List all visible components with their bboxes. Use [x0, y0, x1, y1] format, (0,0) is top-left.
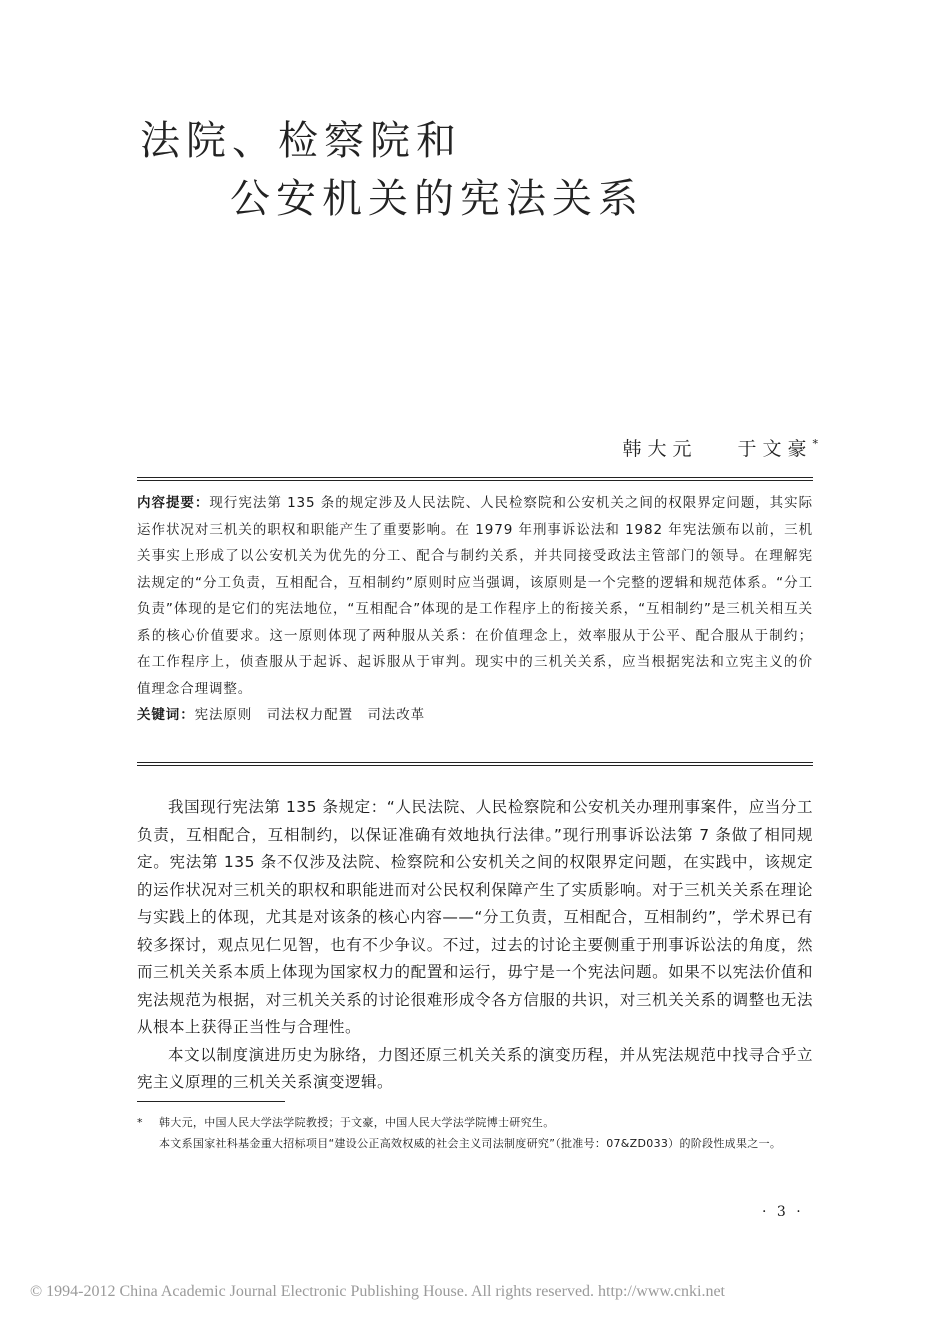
- abstract-top-rule-thin: [137, 480, 813, 481]
- footnote-star: *: [137, 1116, 143, 1129]
- title-line-2: 公安机关的宪法关系: [230, 176, 644, 222]
- author-name-1: 韩大元: [622, 438, 698, 460]
- keywords-line: [137, 702, 813, 729]
- abstract-bottom-rule: [137, 762, 813, 763]
- author-line: [622, 434, 818, 461]
- footnote-text-2: 本文系国家社科基金重大招标项目“建设公正高效权威的社会主义司法制度研究”（批准号：07&ZD033）的阶段性成果之一。: [159, 1137, 782, 1150]
- title-line-1: 法院、检察院和: [140, 118, 462, 164]
- abstract-bottom-rule-thin: [137, 765, 813, 766]
- body-paragraph-2: 本文以制度演进历史为脉络，力图还原三机关关系的演变历程，并从宪法规范中找寻合乎立宪主义原理的三机关关系演变逻辑。: [137, 1045, 813, 1091]
- author-name-2: 于文豪: [737, 438, 813, 460]
- keywords-label: 关键词：: [137, 707, 195, 723]
- abstract-paragraph: [137, 490, 813, 702]
- body-paragraph-1: 我国现行宪法第 135 条规定：“人民法院、人民检察院和公安机关办理刑事案件，应当分工负责，互相配合，互相制约，以保证准确有效地执行法律。”现行刑事诉讼法第 7 条做了相同规定。宪法第 135 条不仅涉及法院、检察院和公安机关之间的权限界定问题，在实践中，该规定的运作状况对三机关的职权和职能进而对公民权利保障产生了实质影响。对于三机关关系在理论与实践上的体现，尤其是对该条的核心内容——“分工负责，互相配合，互相制约”，学术界已有较多探讨，观点见仁见智，也有不少争议。不过，过去的讨论主要侧重于刑事诉讼法的角度，然而三机关关系本质上体现为国家权力的配置和运行，毋宁是一个宪法问题。如果不以宪法价值和宪法规范为根据，对三机关关系的讨论很难形成令各方信服的共识，对三机关关系的调整也无法从根本上获得正当性与合理性。: [137, 798, 813, 1036]
- abstract-top-rule: [137, 477, 813, 478]
- author-footnote-mark: *: [812, 437, 818, 451]
- abstract-label: 内容提要：: [137, 495, 210, 511]
- body-text: [137, 794, 813, 1097]
- footnote-line-1: [137, 1112, 813, 1133]
- abstract-text: 现行宪法第 135 条的规定涉及人民法院、人民检察院和公安机关之间的权限界定问题，其实际运作状况对三机关的职权和职能产生了重要影响。在 1979 年刑事诉讼法和 1982 年宪法颁布以前，三机关事实上形成了以公安机关为优先的分工、配合与制约关系，并共同接受政法主管部门的领导。在理解宪法规定的“分工负责，互相配合，互相制约”原则时应当强调，该原则是一个完整的逻辑和规范体系。“分工负责”体现的是它们的宪法地位，“互相配合”体现的是工作程序上的衔接关系，“互相制约”是三机关相互关系的核心价值要求。这一原则体现了两种服从关系：在价值理念上，效率服从于公平、配合服从于制约；在工作程序上，侦查服从于起诉、起诉服从于审判。现实中的三机关关系，应当根据宪法和立宪主义的价值理念合理调整。: [137, 495, 814, 697]
- page-number: · 3 ·: [762, 1204, 804, 1220]
- footnote-text-1: 韩大元，中国人民大学法学院教授；于文豪，中国人民大学法学院博士研究生。: [159, 1116, 555, 1129]
- article-title: [140, 112, 644, 228]
- abstract-block: [137, 490, 813, 729]
- footnote-block: [137, 1112, 813, 1154]
- copyright-footer: © 1994-2012 China Academic Journal Electronic Publishing House. All rights reserved. http://www.cnki.net: [30, 1283, 725, 1300]
- footnote-rule: [137, 1101, 285, 1102]
- keywords-text: 宪法原则 司法权力配置 司法改革: [194, 707, 426, 723]
